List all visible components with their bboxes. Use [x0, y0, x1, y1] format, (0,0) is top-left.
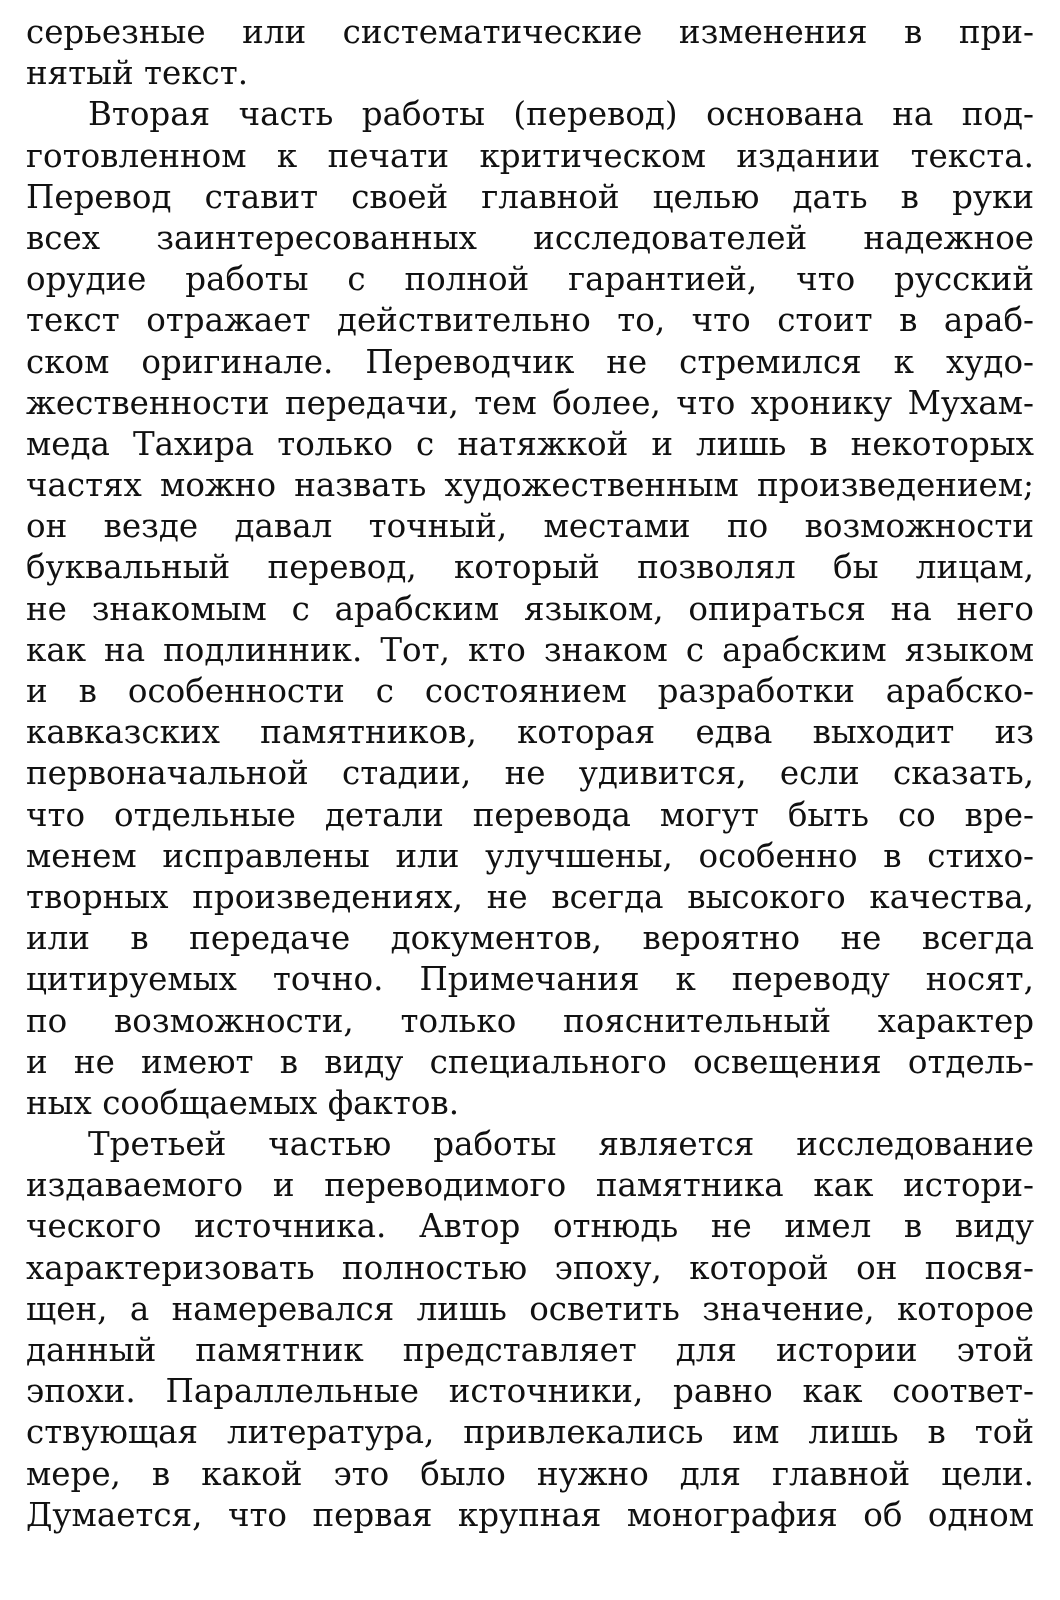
text-line: творных произведениях, не всегда высокого качества,: [26, 877, 1034, 916]
text-line: Думается, что первая крупная монография об одном: [26, 1495, 1034, 1534]
text-line: характеризовать полностью эпоху, которой он посвя-: [26, 1248, 1034, 1287]
text-line: ных сообщаемых фактов.: [26, 1083, 460, 1122]
text-line: ствующая литература, привлекались им лишь в той: [26, 1413, 1034, 1452]
text-line: готовленном к печати критическом издании текста.: [26, 136, 1034, 175]
text-line: как на подлинник. Тот, кто знаком с арабским языком: [26, 630, 1034, 669]
text-line: не знакомым с арабским языком, опираться на него: [26, 589, 1034, 628]
text-line: менем исправлены или улучшены, особенно в стихо-: [26, 836, 1034, 875]
text-line: цитируемых точно. Примечания к переводу носят,: [26, 960, 1034, 999]
text-line: и не имеют в виду специального освещения отдель-: [26, 1042, 1034, 1081]
text-line: по возможности, только пояснительный характер: [26, 1001, 1034, 1040]
text-line: он везде давал точный, местами по возможности: [26, 507, 1034, 546]
text-line: жественности передачи, тем более, что хронику Мухам-: [26, 383, 1034, 422]
text-line: ском оригинале. Переводчик не стремился к худо-: [26, 342, 1034, 381]
text-line: щен, а намеревался лишь осветить значение, которое: [26, 1289, 1034, 1328]
text-line: серьезные или систематические изменения в при-: [26, 13, 1034, 51]
text-line: частях можно назвать художественным произведением;: [26, 466, 1034, 505]
text-line: что отдельные детали перевода могут быть со вре-: [26, 795, 1034, 834]
text-line: Перевод ставит своей главной целью дать в руки: [26, 177, 1034, 216]
text-line: или в передаче документов, вероятно не всегда: [26, 919, 1034, 958]
text-line: орудие работы с полной гарантией, что русский: [26, 260, 1034, 299]
text-line: мере, в какой это было нужно для главной цели.: [26, 1454, 1034, 1493]
text-line: меда Тахира только с натяжкой и лишь в некоторых: [26, 424, 1034, 463]
paragraph-3: [26, 1124, 1034, 1536]
text-line: ческого источника. Автор отнюдь не имел в виду: [26, 1207, 1034, 1246]
text-line: буквальный перевод, который позволял бы лицам,: [26, 548, 1034, 587]
text-line: всех заинтересованных исследователей надежное: [26, 218, 1034, 257]
text-line: кавказских памятников, которая едва выходит из: [26, 713, 1034, 752]
paragraph-2: [26, 94, 1034, 1124]
text-line: Третьей частью работы является исследование: [88, 1125, 1034, 1164]
text-line: эпохи. Параллельные источники, равно как соответ-: [26, 1372, 1034, 1411]
text-line: Вторая часть работы (перевод) основана на под-: [88, 95, 1034, 134]
text-line: и в особенности с состоянием разработки арабско-: [26, 672, 1034, 710]
text-line: издаваемого и переводимого памятника как истори-: [26, 1166, 1034, 1205]
paragraph-1: [26, 12, 1034, 94]
text-line: данный памятник представляет для истории этой: [26, 1331, 1034, 1369]
text-line: нятый текст.: [26, 54, 249, 93]
text-line: первоначальной стадии, не удивится, если сказать,: [26, 754, 1034, 793]
text-line: текст отражает действительно то, что стоит в араб-: [26, 301, 1034, 340]
